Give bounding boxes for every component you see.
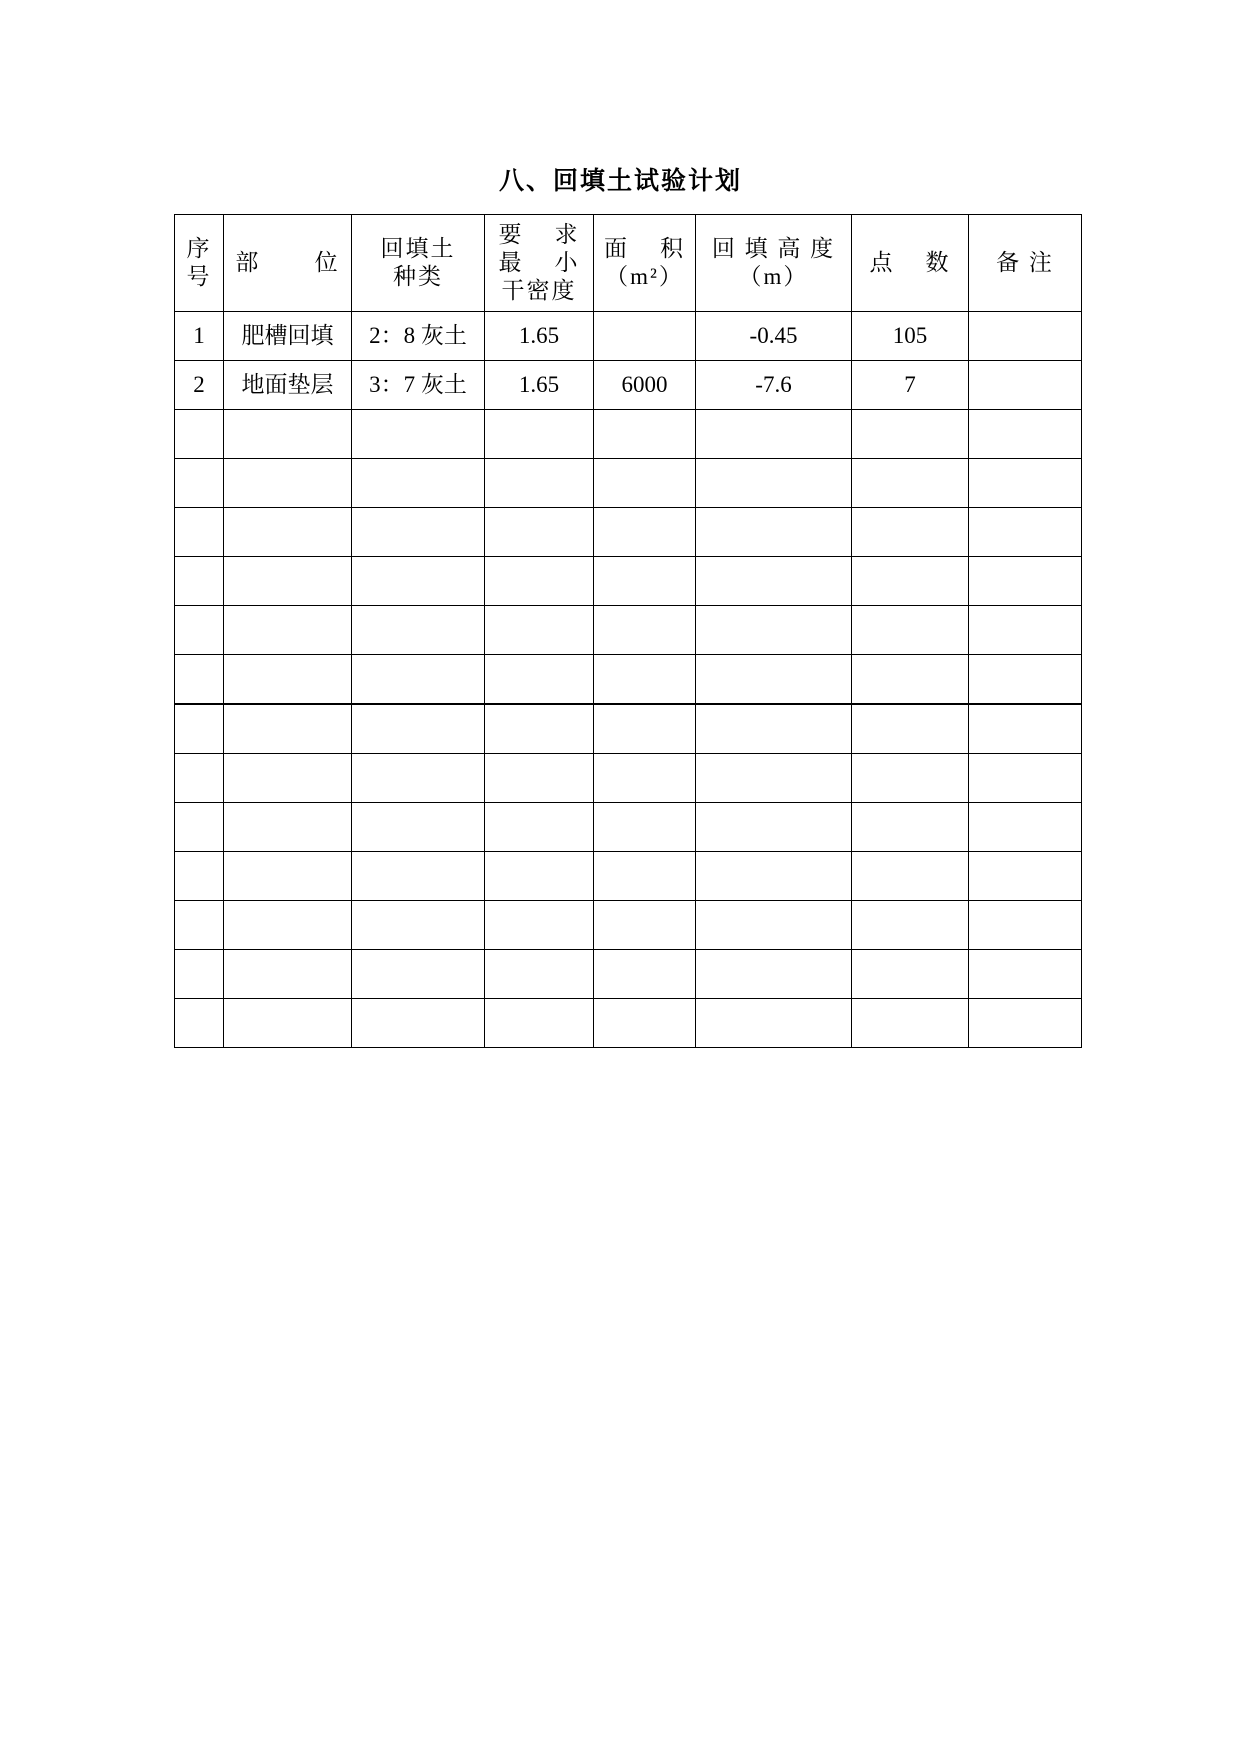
column-header-remarks-line: 备 注 — [996, 250, 1054, 275]
column-header-fill_type-line: 回填土 — [380, 236, 456, 261]
cell-location: 地面垫层 — [224, 361, 352, 410]
cell-min_density — [485, 459, 594, 508]
cell-seq — [175, 459, 224, 508]
table-row — [175, 655, 1082, 705]
cell-fill_type — [352, 754, 485, 803]
column-header-location-line: 部 位 — [235, 250, 340, 275]
table-header-row — [175, 215, 1082, 312]
cell-min_density — [485, 852, 594, 901]
table-row — [175, 557, 1082, 606]
cell-fill_type — [352, 803, 485, 852]
cell-remarks — [969, 361, 1082, 410]
cell-area — [594, 655, 696, 705]
cell-seq — [175, 606, 224, 655]
column-header-min_density-line: 最 小 — [498, 250, 580, 275]
table-row — [175, 999, 1082, 1048]
cell-area — [594, 704, 696, 754]
cell-height — [696, 557, 852, 606]
cell-remarks — [969, 459, 1082, 508]
table-row — [175, 803, 1082, 852]
column-header-location — [224, 215, 352, 312]
cell-min_density — [485, 410, 594, 459]
column-header-height-line: （m） — [738, 264, 809, 289]
cell-fill_type — [352, 655, 485, 705]
cell-min_density — [485, 950, 594, 999]
cell-seq — [175, 901, 224, 950]
cell-points — [852, 606, 969, 655]
cell-fill_type — [352, 508, 485, 557]
cell-area — [594, 557, 696, 606]
cell-min_density: 1.65 — [485, 312, 594, 361]
cell-fill_type — [352, 557, 485, 606]
cell-seq: 1 — [175, 312, 224, 361]
column-header-height — [696, 215, 852, 312]
table-row — [175, 606, 1082, 655]
cell-min_density — [485, 557, 594, 606]
cell-min_density — [485, 508, 594, 557]
cell-location — [224, 508, 352, 557]
cell-location — [224, 704, 352, 754]
table-row — [175, 901, 1082, 950]
cell-height — [696, 950, 852, 999]
cell-height — [696, 803, 852, 852]
cell-fill_type — [352, 704, 485, 754]
table-row — [175, 754, 1082, 803]
cell-remarks — [969, 999, 1082, 1048]
cell-seq — [175, 803, 224, 852]
cell-location — [224, 901, 352, 950]
cell-height — [696, 508, 852, 557]
cell-remarks — [969, 508, 1082, 557]
table-row — [175, 508, 1082, 557]
table-row — [175, 361, 1082, 410]
cell-points — [852, 950, 969, 999]
cell-height — [696, 606, 852, 655]
column-header-min_density-line: 要 求 — [498, 222, 580, 247]
cell-points: 7 — [852, 361, 969, 410]
table-body — [175, 312, 1082, 1048]
cell-location — [224, 557, 352, 606]
cell-location — [224, 410, 352, 459]
cell-area — [594, 852, 696, 901]
cell-points — [852, 459, 969, 508]
cell-seq — [175, 754, 224, 803]
cell-height — [696, 655, 852, 705]
cell-min_density — [485, 803, 594, 852]
cell-height — [696, 459, 852, 508]
page-title: 八、回填土试验计划 — [498, 166, 742, 195]
cell-remarks — [969, 557, 1082, 606]
cell-remarks — [969, 852, 1082, 901]
cell-points — [852, 410, 969, 459]
column-header-points-line: 点 数 — [869, 250, 951, 275]
cell-area — [594, 901, 696, 950]
column-header-area-line: （m²） — [605, 264, 684, 289]
cell-location — [224, 852, 352, 901]
cell-remarks — [969, 312, 1082, 361]
cell-height — [696, 999, 852, 1048]
cell-area — [594, 606, 696, 655]
cell-fill_type: 2：8 灰土 — [352, 312, 485, 361]
cell-remarks — [969, 410, 1082, 459]
column-header-min_density — [485, 215, 594, 312]
cell-seq — [175, 704, 224, 754]
cell-points — [852, 704, 969, 754]
cell-seq — [175, 852, 224, 901]
cell-fill_type — [352, 901, 485, 950]
cell-location — [224, 606, 352, 655]
cell-points — [852, 852, 969, 901]
cell-height — [696, 704, 852, 754]
cell-points — [852, 508, 969, 557]
cell-min_density: 1.65 — [485, 361, 594, 410]
cell-min_density — [485, 655, 594, 705]
column-header-area-line: 面 积 — [604, 236, 685, 261]
cell-location — [224, 950, 352, 999]
column-header-min_density-line: 干密度 — [501, 278, 577, 303]
cell-remarks — [969, 655, 1082, 705]
cell-fill_type: 3：7 灰土 — [352, 361, 485, 410]
cell-min_density — [485, 999, 594, 1048]
table-row — [175, 459, 1082, 508]
column-header-fill_type — [352, 215, 485, 312]
cell-seq — [175, 508, 224, 557]
cell-height: -0.45 — [696, 312, 852, 361]
cell-min_density — [485, 606, 594, 655]
cell-area — [594, 508, 696, 557]
table-row — [175, 950, 1082, 999]
cell-area — [594, 999, 696, 1048]
cell-seq: 2 — [175, 361, 224, 410]
column-header-fill_type-line: 种类 — [393, 264, 443, 289]
cell-fill_type — [352, 606, 485, 655]
cell-fill_type — [352, 950, 485, 999]
cell-fill_type — [352, 410, 485, 459]
cell-location — [224, 655, 352, 705]
cell-location — [224, 999, 352, 1048]
column-header-seq-line: 号 — [186, 264, 212, 289]
column-header-area — [594, 215, 696, 312]
cell-remarks — [969, 606, 1082, 655]
cell-points — [852, 754, 969, 803]
cell-remarks — [969, 803, 1082, 852]
cell-height — [696, 754, 852, 803]
cell-fill_type — [352, 999, 485, 1048]
cell-fill_type — [352, 852, 485, 901]
cell-min_density — [485, 754, 594, 803]
cell-points — [852, 655, 969, 705]
cell-remarks — [969, 901, 1082, 950]
cell-seq — [175, 557, 224, 606]
table-row — [175, 410, 1082, 459]
cell-height — [696, 901, 852, 950]
cell-seq — [175, 655, 224, 705]
cell-points — [852, 557, 969, 606]
cell-location — [224, 459, 352, 508]
cell-min_density — [485, 704, 594, 754]
cell-area — [594, 803, 696, 852]
cell-area: 6000 — [594, 361, 696, 410]
cell-height: -7.6 — [696, 361, 852, 410]
cell-location: 肥槽回填 — [224, 312, 352, 361]
cell-location — [224, 754, 352, 803]
cell-height — [696, 852, 852, 901]
cell-fill_type — [352, 459, 485, 508]
table-row — [175, 852, 1082, 901]
column-header-points — [852, 215, 969, 312]
column-header-remarks — [969, 215, 1082, 312]
cell-points: 105 — [852, 312, 969, 361]
cell-remarks — [969, 754, 1082, 803]
cell-area — [594, 459, 696, 508]
cell-points — [852, 901, 969, 950]
cell-points — [852, 999, 969, 1048]
column-header-seq-line: 序 — [186, 236, 212, 261]
cell-min_density — [485, 901, 594, 950]
cell-location — [224, 803, 352, 852]
cell-area — [594, 410, 696, 459]
backfill-test-plan-table — [174, 214, 1082, 1048]
cell-seq — [175, 999, 224, 1048]
cell-remarks — [969, 950, 1082, 999]
column-header-height-line: 回 填 高 度 — [711, 236, 836, 261]
table-row — [175, 312, 1082, 361]
cell-seq — [175, 950, 224, 999]
cell-area — [594, 312, 696, 361]
cell-seq — [175, 410, 224, 459]
cell-area — [594, 754, 696, 803]
table-row — [175, 704, 1082, 754]
cell-area — [594, 950, 696, 999]
cell-height — [696, 410, 852, 459]
column-header-seq — [175, 215, 224, 312]
cell-remarks — [969, 704, 1082, 754]
cell-points — [852, 803, 969, 852]
